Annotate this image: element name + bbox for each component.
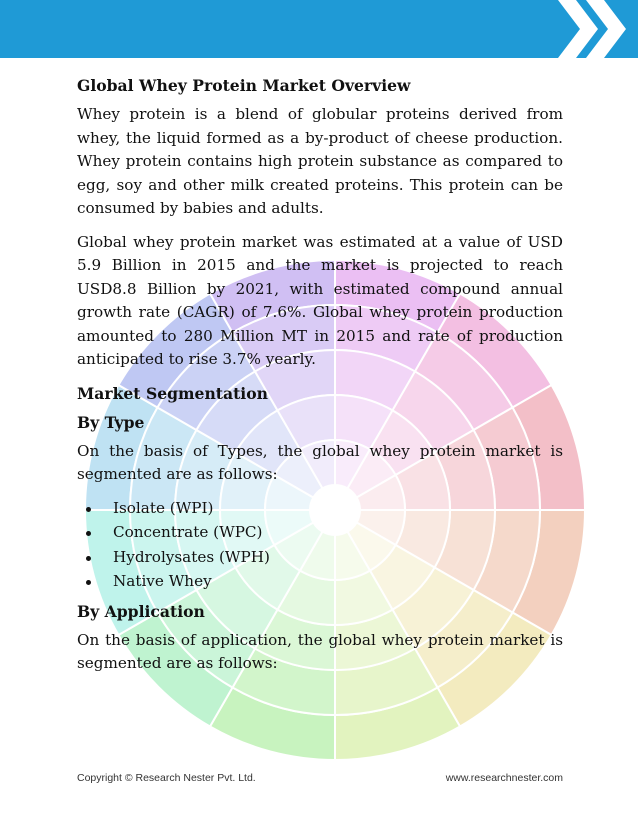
list-item: Hydrolysates (WPH) [77, 546, 563, 570]
page-footer [77, 772, 563, 788]
page-title: Global Whey Protein Market Overview [77, 76, 411, 95]
type-list [77, 497, 563, 594]
segmentation-heading: Market Segmentation [77, 383, 268, 403]
overview-paragraph: Whey protein is a blend of globular proteins derived from whey, the liquid formed as a by-product of cheese production. Whey protein contains high protein substance as compared to egg, soy and other milk created proteins. This protein can be consumed by babies and adults. [77, 105, 563, 217]
by-type-paragraph: On the basis of Types, the global whey protein market is segmented are as follows: [77, 441, 563, 483]
document-body [77, 74, 563, 686]
list-item: Isolate (WPI) [77, 497, 563, 521]
copyright-text: Copyright © Research Nester Pvt. Ltd. [77, 772, 256, 784]
double-chevron-right-icon [528, 0, 638, 58]
by-application-paragraph: On the basis of application, the global whey protein market is segmented are as follows: [77, 630, 563, 672]
header-bar [0, 0, 638, 58]
list-item: Native Whey [77, 570, 563, 594]
by-application-heading: By Application [77, 601, 205, 621]
market-value-paragraph: Global whey protein market was estimated at a value of USD 5.9 Billion in 2015 and the market is projected to reach USD8.8 Billion by 2021, with estimated compound annual growth rate (CAGR) of 7.6%. Global whey protein production amounted to 280 Million MT in 2015 and rate of production anticipated to rise 3.7% yearly. [77, 232, 563, 368]
by-type-heading: By Type [77, 412, 145, 432]
website-link[interactable]: www.researchnester.com [445, 772, 563, 784]
list-item: Concentrate (WPC) [77, 521, 563, 545]
